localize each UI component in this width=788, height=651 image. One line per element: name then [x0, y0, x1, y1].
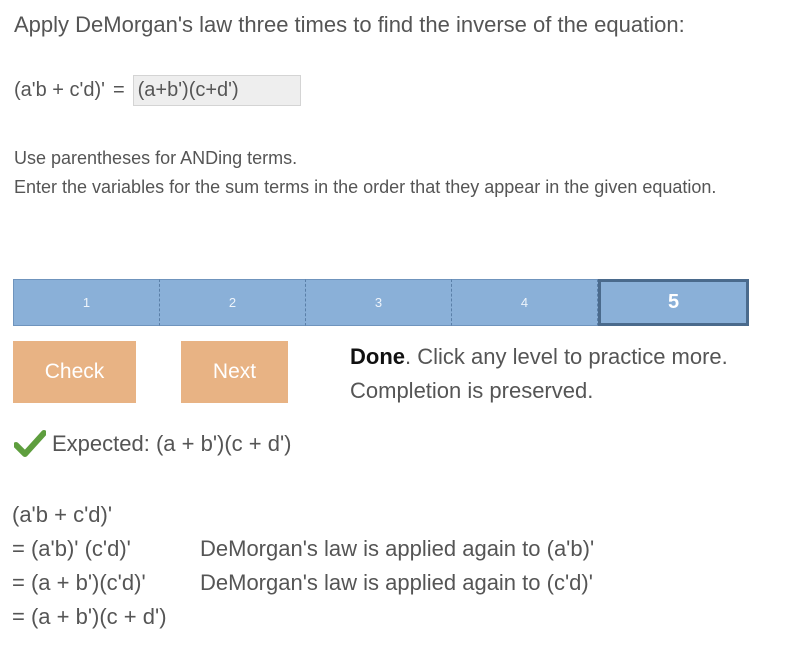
equation-row [14, 74, 301, 107]
step-note: DeMorgan's law is applied again to (c'd)' [200, 570, 593, 595]
derivation-step [12, 566, 594, 600]
answer-input[interactable] [133, 75, 301, 106]
derivation [12, 498, 594, 634]
derivation-step [12, 498, 594, 532]
checkmark-icon [14, 430, 46, 458]
check-button[interactable]: Check [13, 341, 136, 403]
step-expression: = (a'b)' (c'd)' [12, 536, 131, 561]
hints [14, 144, 754, 202]
step-expression: = (a + b')(c'd)' [12, 570, 146, 595]
done-label: Done [350, 344, 405, 369]
hint-order: Enter the variables for the sum terms in the order that they appear in the given equation. [14, 177, 717, 197]
status-message [350, 340, 770, 408]
instruction-text: Apply DeMorgan's law three times to find the inverse of the equation: [14, 12, 685, 37]
status-line-1 [350, 340, 770, 374]
status-line-2: Completion is preserved. [350, 378, 594, 403]
expected-text: Expected: (a + b')(c + d') [52, 431, 292, 456]
equation-lhs: (a'b + c'd)' [14, 79, 105, 101]
level-5-current[interactable]: 5 [598, 279, 749, 326]
derivation-step [12, 532, 594, 566]
level-2[interactable]: 2 [160, 279, 306, 326]
level-3[interactable]: 3 [306, 279, 452, 326]
level-1[interactable]: 1 [13, 279, 160, 326]
hint-parentheses: Use parentheses for ANDing terms. [14, 148, 298, 168]
next-button[interactable]: Next [181, 341, 288, 403]
step-expression: (a'b + c'd)' [12, 502, 113, 527]
derivation-step [12, 600, 594, 634]
level-bar [13, 279, 749, 326]
level-4[interactable]: 4 [452, 279, 598, 326]
done-rest: . Click any level to practice more. [405, 344, 728, 369]
expected-result [14, 430, 292, 458]
step-note: DeMorgan's law is applied again to (a'b)' [200, 536, 595, 561]
equals-sign: = [112, 79, 125, 101]
step-expression: = (a + b')(c + d') [12, 604, 167, 629]
